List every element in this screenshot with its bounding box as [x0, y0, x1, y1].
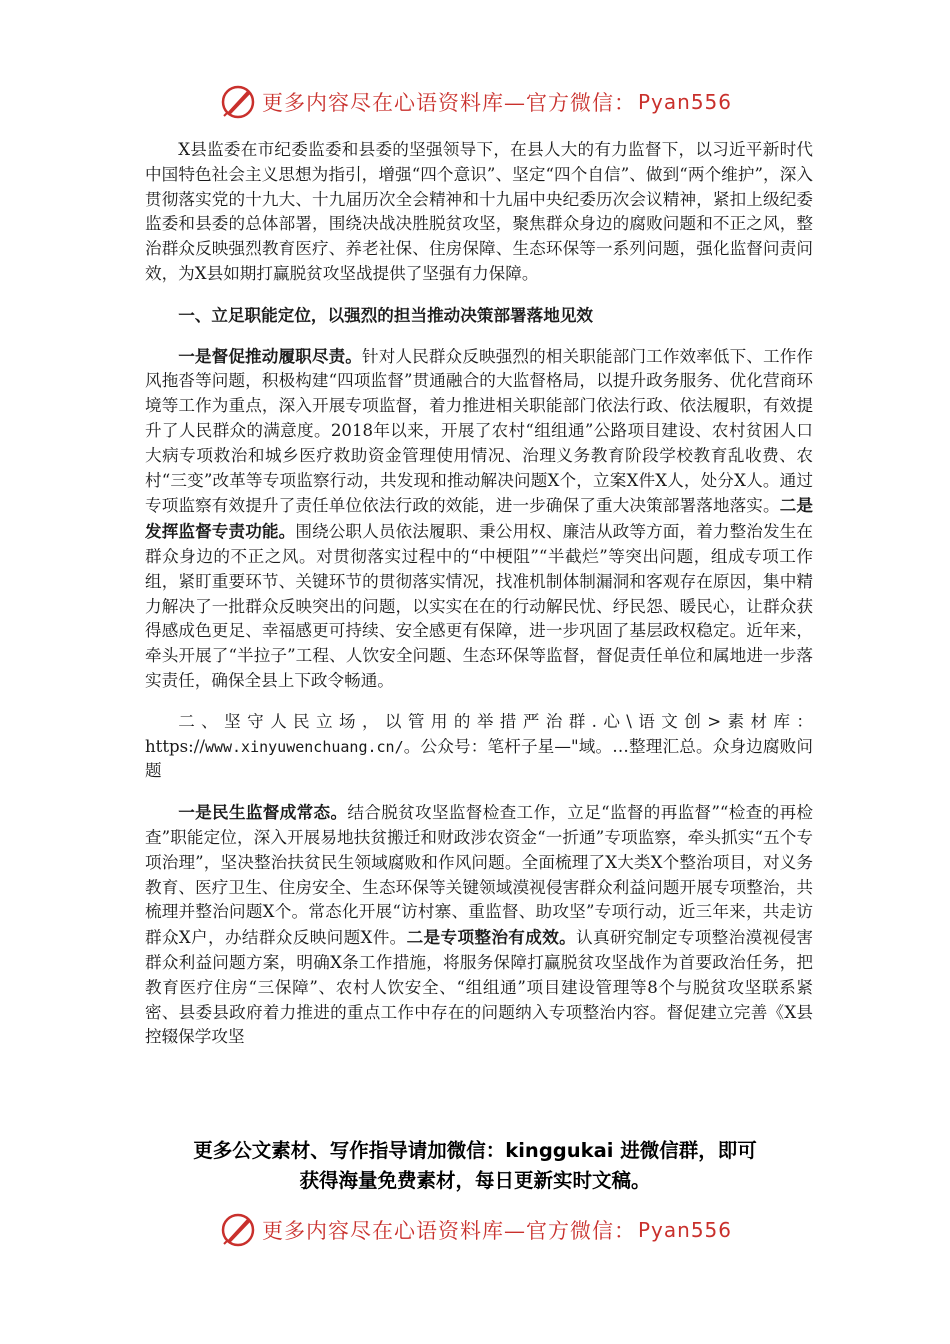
banner-wechat-id: Pyan556 [637, 90, 732, 114]
bottom-banner [0, 1210, 950, 1250]
section-1-text-2: 围绕公职人员依法履职、秉公用权、廉洁从政等方面，着力整治发生在群众身边的不正之风。对贯彻落实过程中的“中梗阻”“半截烂”等突出问题，组成专项工作组，紧盯重要环节、关键环节的贯彻落实情况，找准机制体制漏洞和客观存在原因，集中精力解决了一批群众反映突出的问题，以实实在在的行动解民忧、纾民怨、暖民心，让群众获得感成色更足、幸福感更可持续、安全感更有保障，进一步巩固了基层政权稳定。近年来，牵头开展了“半拉子”工程、人饮安全问题、生态环保等监督，督促责任单位和属地进一步落实责任，确保全县上下政令畅通。 [145, 522, 814, 690]
section-1-paragraph [145, 344, 813, 694]
quill-logo-icon [218, 82, 258, 122]
section-1-lead-2: 二是发挥监督专责功能。 [145, 495, 813, 542]
top-banner [0, 82, 950, 122]
document-body [145, 138, 813, 1050]
section-1-heading: 一、立足职能定位，以强烈的担当推动决策部署落地见效 [178, 304, 594, 325]
section-2-heading [145, 710, 813, 784]
section-2-text-1: 结合脱贫攻坚监督检查工作，立足“监督的再监督”“检查的再检查”职能定位，深入开展易地扶贫搬迁和财政涉农资金“一折通”专项监察，牵头抓实“五个专项治理”，坚决整治扶贫民生领域腐败和作风问题。全面梳理了X大类X个整治项目，对义务教育、医疗卫生、住房安全、生态环保等关键领域漠视侵害群众利益问题开展专项整治，共梳理并整治问题X个。常态化开展“访村寨、重监督、助攻坚”专项行动，近三年来，共走访群众X户，办结群众反映问题X件。 [145, 803, 814, 948]
section-1-lead-1: 一是督促推动履职尽责。 [178, 345, 362, 366]
section-2-heading-part-a: 二、坚守人民立场，以管用的举措严治群.心\语文创>素材库：https:// [145, 711, 813, 756]
promo-line-2: 获得海量免费素材，每日更新实时文稿。 [299, 1169, 651, 1192]
section-1-text-1: 针对人民群众反映强烈的相关职能部门工作效率低下、工作作风拖沓等问题，积极构建“四项监督”贯通融合的大监督格局，以提升政务服务、优化营商环境等工作为重点，深入开展专项监督，着力推进相关职能部门依法行政、依法履职，有效提升了人民群众的满意度。2018年以来，开展了农村“组组通”公路项目建设、农村贫困人口大病专项救治和城乡医疗救助资金管理使用情况、治理义务教育阶段学校教育乱收费、农村“三变”改革等专项监察行动，共发现和推动解决问题X个，立案X件X人，处分X人。通过专项监察有效提升了责任单位依法行政的效能，进一步确保了重大决策部署落地落实。 [145, 346, 814, 516]
promo-notice [100, 1136, 850, 1196]
banner-wechat-id: Pyan556 [637, 1218, 732, 1242]
section-2-heading-part-b: 。公众号：笔杆子星—"域。…整理汇总。众身边腐败问题 [145, 736, 813, 781]
section-2-lead-1: 一是民生监督成常态。 [178, 802, 348, 823]
quill-logo-icon [218, 1210, 258, 1250]
banner-text: 更多内容尽在心语资料库—官方微信： [261, 1219, 636, 1243]
promo-line-1: 更多公文素材、写作指导请加微信：kinggukai 进微信群，即可 [193, 1139, 757, 1162]
section-2-paragraph [145, 800, 813, 1050]
section-2-text-2: 认真研究制定专项整治漠视侵害群众利益问题方案，明确X条工作措施，将服务保障打赢脱贫攻坚战作为首要政治任务，把教育医疗住房“三保障”、农村人饮安全、“组组通”项目建设管理等8个与脱贫攻坚联系紧密、县委县政府着力推进的重点工作中存在的问题纳入专项整治内容。督促建立完善《X县控辍保学攻坚 [145, 928, 814, 1047]
banner-text: 更多内容尽在心语资料库—官方微信： [261, 91, 636, 115]
intro-paragraph: X县监委在市纪委监委和县委的坚强领导下，在县人大的有力监督下，以习近平新时代中国特色社会主义思想为指引，增强“四个意识”、坚定“四个自信”、做到“两个维护”，深入贯彻落实党的十九大、十九届历次全会精神和十九届中央纪委历次会议精神，紧扣上级纪委监委和县委的总体部署，围绕决战决胜脱贫攻坚，聚焦群众身边的腐败问题和不正之风，整治群众反映强烈教育医疗、养老社保、住房保障、生态环保等一系列问题，强化监督问责问效，为X县如期打赢脱贫攻坚战提供了坚强有力保障。 [145, 140, 813, 283]
section-2-lead-2: 二是专项整治有成效。 [406, 927, 577, 948]
section-2-url[interactable]: www.xinyuwenchuang.cn/ [204, 737, 404, 756]
